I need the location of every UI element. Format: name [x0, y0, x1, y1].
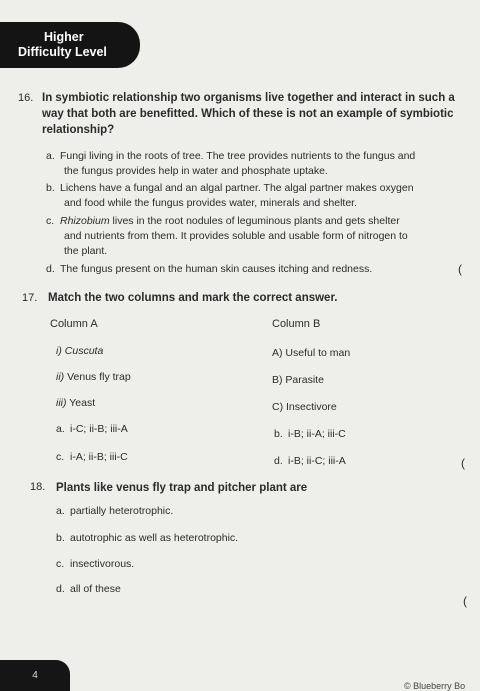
row-num: iii) — [56, 397, 67, 409]
q17-option-c — [56, 450, 128, 465]
q16-option-d — [46, 262, 372, 277]
q18-answer-paren: ( — [463, 594, 467, 608]
q16-option-a-cont: the fungus provides help in water and phosphate uptake. — [64, 165, 328, 177]
q16-text-line3: relationship? — [42, 124, 115, 136]
option-text: i-B; ii-A; iii-C — [288, 428, 346, 440]
q18-option-c — [56, 557, 134, 572]
match-row-3-b: C) Insectivore — [272, 401, 337, 413]
option-label: a. — [46, 150, 55, 162]
q16-option-b — [46, 181, 414, 196]
page-number: 4 — [0, 660, 70, 691]
q16-option-c-cont1: and nutrients from them. It provides soluble and usable form of nitrogen to — [64, 230, 408, 242]
option-text: partially heterotrophic. — [70, 505, 174, 517]
publisher-credit: © Blueberry Bo — [404, 681, 466, 691]
q18-text: Plants like venus fly trap and pitcher plant are — [56, 482, 308, 494]
q16-option-a — [46, 149, 415, 164]
option-text: Fungi living in the roots of tree. The tree provides nutrients to the fungus and — [60, 150, 416, 162]
row-text: Yeast — [69, 397, 96, 409]
q17-option-b — [274, 427, 346, 442]
q18-number: 18. — [30, 481, 46, 493]
option-text: i-A; ii-B; iii-C — [70, 451, 128, 463]
q17-option-d — [274, 454, 346, 469]
option-text: i-C; ii-B; iii-A — [70, 423, 128, 435]
row-text: Cuscuta — [64, 345, 104, 357]
badge-line1: Higher — [44, 30, 84, 44]
match-row-3-a — [56, 397, 95, 409]
q17-answer-paren: ( — [461, 456, 465, 470]
option-label: b. — [274, 428, 283, 440]
option-label: c. — [56, 451, 65, 463]
option-text: lives in the root nodules of leguminous plants and gets shelter — [109, 215, 400, 227]
q16-answer-paren: ( — [458, 262, 462, 276]
option-italic-term: Rhizobium — [60, 215, 110, 227]
option-text: i-B; ii-C; iii-A — [288, 455, 346, 467]
q17-option-a — [56, 422, 128, 437]
option-label: c. — [46, 215, 55, 227]
option-label: c. — [56, 558, 65, 570]
q16-text-line1: In symbiotic relationship two organisms live together and interact in such a — [42, 92, 455, 104]
column-b-header: Column B — [272, 318, 321, 330]
row-num: i) — [56, 345, 62, 357]
difficulty-badge — [0, 22, 140, 68]
row-text: Venus fly trap — [67, 371, 131, 383]
option-label: d. — [274, 455, 283, 467]
column-a-header: Column A — [50, 318, 98, 330]
option-text: The fungus present on the human skin causes itching and redness. — [60, 263, 373, 275]
option-label: b. — [46, 182, 55, 194]
q16-option-c-cont2: the plant. — [64, 245, 108, 257]
option-label: b. — [56, 532, 65, 544]
q16-number: 16. — [18, 92, 34, 104]
q16-option-b-cont: and food while the fungus provides water, minerals and shelter. — [64, 197, 358, 209]
option-label: a. — [56, 423, 65, 435]
option-text: insectivorous. — [70, 558, 135, 570]
match-row-2-a — [56, 371, 131, 383]
q18-option-d — [56, 582, 121, 597]
match-row-1-a — [56, 345, 103, 357]
q17-text: Match the two columns and mark the correct answer. — [48, 292, 338, 304]
q16-text-line2: way that both are benefitted. Which of these is not an example of symbiotic — [42, 108, 454, 120]
option-text: all of these — [70, 583, 121, 595]
q18-option-a — [56, 504, 173, 519]
match-row-2-b: B) Parasite — [272, 374, 324, 386]
option-label: d. — [56, 583, 65, 595]
option-label: d. — [46, 263, 55, 275]
q18-option-b — [56, 531, 238, 546]
q17-number: 17. — [22, 292, 38, 304]
option-text: Lichens have a fungal and an algal partner. The algal partner makes oxygen — [60, 182, 414, 194]
badge-line2: Difficulty Level — [18, 45, 107, 59]
option-label: a. — [56, 505, 65, 517]
option-text: autotrophic as well as heterotrophic. — [70, 532, 239, 544]
match-row-1-b: A) Useful to man — [272, 347, 351, 359]
q16-option-c — [46, 214, 400, 229]
row-num: ii) — [56, 371, 65, 383]
